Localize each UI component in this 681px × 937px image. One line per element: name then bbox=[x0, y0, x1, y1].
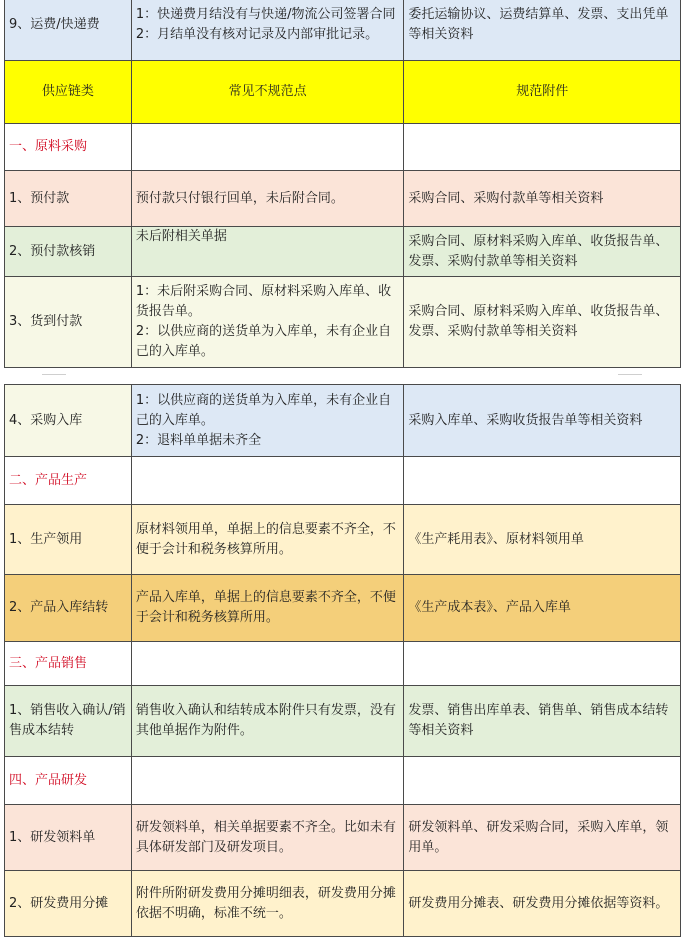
issue-cell: 研发领料单，相关单据要素不齐全。比如未有具体研发部门及研发项目。 bbox=[131, 805, 404, 871]
section-row bbox=[5, 642, 681, 686]
attachment-cell: 采购入库单、采购收货报告单等相关资料 bbox=[404, 385, 681, 457]
header-attachments: 规范附件 bbox=[404, 61, 681, 124]
category-cell: 9、运费/快递费 bbox=[5, 0, 132, 61]
page-break bbox=[0, 368, 681, 384]
category-cell: 1、销售收入确认/销售成本结转 bbox=[5, 686, 132, 757]
table-row bbox=[5, 227, 681, 277]
section-row bbox=[5, 757, 681, 805]
attachment-cell bbox=[404, 642, 681, 686]
page-corner-mark bbox=[42, 374, 66, 375]
attachment-cell: 研发领料单、研发采购合同，采购入库单，领用单。 bbox=[404, 805, 681, 871]
issue-cell bbox=[131, 642, 404, 686]
category-cell: 2、产品入库结转 bbox=[5, 575, 132, 642]
category-cell: 1、预付款 bbox=[5, 171, 132, 227]
table-header-row bbox=[5, 61, 681, 124]
attachment-cell: 《生产成本表》、产品入库单 bbox=[404, 575, 681, 642]
section-title: 二、产品生产 bbox=[5, 457, 132, 505]
category-cell: 4、采购入库 bbox=[5, 385, 132, 457]
category-cell: 2、预付款核销 bbox=[5, 227, 132, 277]
table-row bbox=[5, 277, 681, 368]
page-corner-mark bbox=[618, 374, 642, 375]
attachment-cell: 研发费用分摊表、研发费用分摊依据等资料。 bbox=[404, 871, 681, 937]
issue-cell: 原材料领用单，单据上的信息要素不齐全，不便于会计和税务核算所用。 bbox=[131, 505, 404, 575]
header-issues: 常见不规范点 bbox=[131, 61, 404, 124]
issue-cell bbox=[131, 124, 404, 171]
category-cell: 3、货到付款 bbox=[5, 277, 132, 368]
attachment-cell: 采购合同、原材料采购入库单、收货报告单、发票、采购付款单等相关资料 bbox=[404, 277, 681, 368]
section-title: 三、产品销售 bbox=[5, 642, 132, 686]
issue-cell: 1：以供应商的送货单为入库单，未有企业自己的入库单。 2：退料单单据未齐全 bbox=[131, 385, 404, 457]
section-row bbox=[5, 124, 681, 171]
category-cell: 2、研发费用分摊 bbox=[5, 871, 132, 937]
header-category: 供应链类 bbox=[5, 61, 132, 124]
table-row bbox=[5, 575, 681, 642]
issue-cell bbox=[131, 457, 404, 505]
table-row bbox=[5, 171, 681, 227]
table-row bbox=[5, 385, 681, 457]
attachment-cell bbox=[404, 757, 681, 805]
supply-chain-table-part2 bbox=[4, 384, 681, 937]
section-title: 四、产品研发 bbox=[5, 757, 132, 805]
table-row bbox=[5, 505, 681, 575]
category-cell: 1、研发领料单 bbox=[5, 805, 132, 871]
issue-cell: 销售收入确认和结转成本附件只有发票，没有其他单据作为附件。 bbox=[131, 686, 404, 757]
table-row bbox=[5, 686, 681, 757]
table-row bbox=[5, 805, 681, 871]
table-row bbox=[5, 871, 681, 937]
issue-cell: 产品入库单，单据上的信息要素不齐全，不便于会计和税务核算所用。 bbox=[131, 575, 404, 642]
attachment-cell bbox=[404, 124, 681, 171]
attachment-cell: 采购合同、采购付款单等相关资料 bbox=[404, 171, 681, 227]
supply-chain-table-part1 bbox=[4, 0, 681, 368]
attachment-cell: 委托运输协议、运费结算单、发票、支出凭单等相关资料 bbox=[404, 0, 681, 61]
attachment-cell: 发票、销售出库单表、销售单、销售成本结转等相关资料 bbox=[404, 686, 681, 757]
issue-cell: 1：快递费月结没有与快递/物流公司签署合同 2：月结单没有核对记录及内部审批记录。 bbox=[131, 0, 404, 61]
category-cell: 1、生产领用 bbox=[5, 505, 132, 575]
table-row bbox=[5, 0, 681, 61]
issue-cell bbox=[131, 757, 404, 805]
section-title: 一、原料采购 bbox=[5, 124, 132, 171]
attachment-cell: 采购合同、原材料采购入库单、收货报告单、发票、采购付款单等相关资料 bbox=[404, 227, 681, 277]
section-row bbox=[5, 457, 681, 505]
issue-cell: 未后附相关单据 bbox=[131, 227, 404, 277]
issue-cell: 1：未后附采购合同、原材料采购入库单、收货报告单。 2：以供应商的送货单为入库单，未有企业自己的入库单。 bbox=[131, 277, 404, 368]
issue-cell: 预付款只付银行回单，未后附合同。 bbox=[131, 171, 404, 227]
attachment-cell bbox=[404, 457, 681, 505]
attachment-cell: 《生产耗用表》、原材料领用单 bbox=[404, 505, 681, 575]
issue-cell: 附件所附研发费用分摊明细表，研发费用分摊依据不明确，标准不统一。 bbox=[131, 871, 404, 937]
